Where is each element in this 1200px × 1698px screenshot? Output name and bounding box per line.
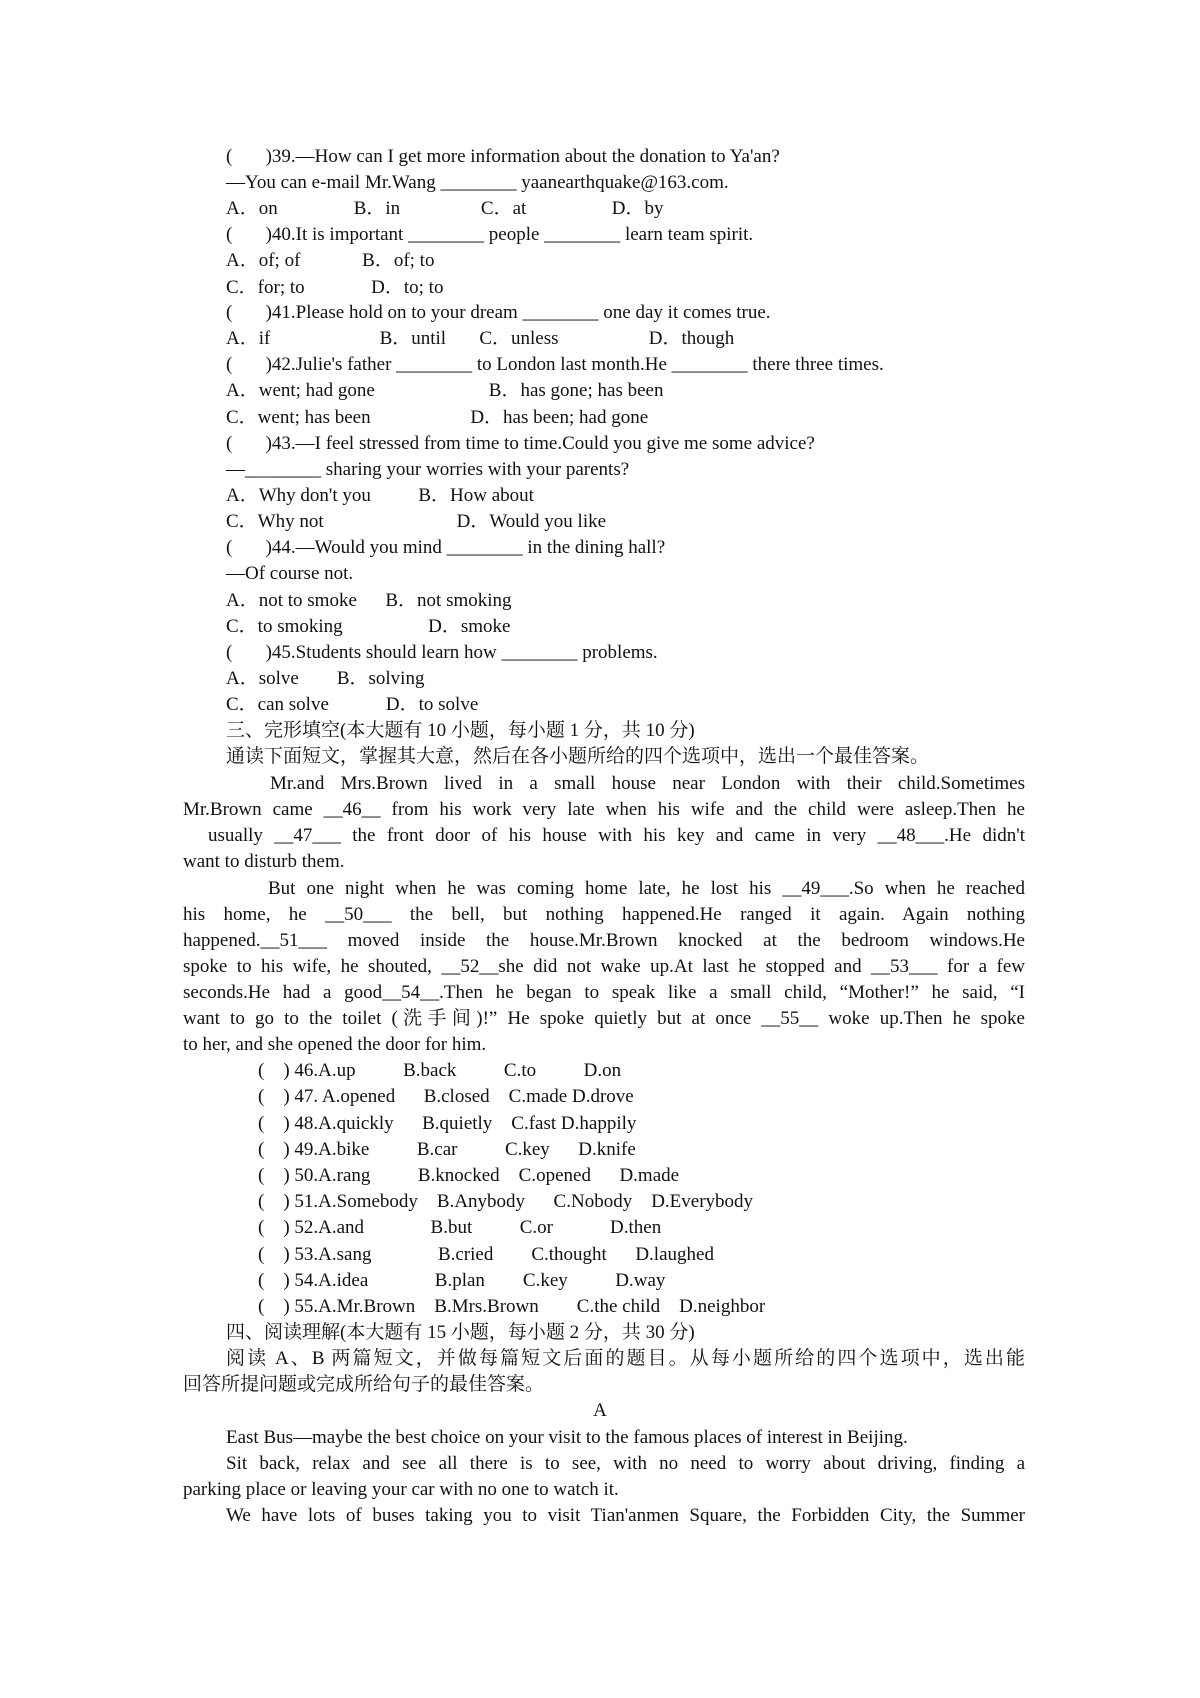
question-line: C．for; to D．to; to xyxy=(226,277,444,298)
question-line: A．Why don't you B．How about xyxy=(226,485,534,506)
passage-line: seconds.He had a good__54__.Then he began to speak like a small child, “Mother!” he said, “I xyxy=(183,982,1025,1003)
passage-line: Sit back, relax and see all there is to see, with no need to worry about driving, finding a xyxy=(226,1453,1025,1474)
question-line: —Of course not. xyxy=(226,563,354,584)
passage-line: want to disturb them. xyxy=(183,851,345,872)
option-line: ( ) 54.A.idea B.plan C.key D.way xyxy=(258,1270,666,1291)
option-line: ( ) 49.A.bike B.car C.key D.knife xyxy=(258,1139,636,1160)
option-line: ( ) 47. A.opened B.closed C.made D.drove xyxy=(258,1086,634,1107)
question-line: ( )39.—How can I get more information about the donation to Ya'an? xyxy=(226,146,780,167)
passage-line: We have lots of buses taking you to visit Tian'anmen Square, the Forbidden City, the Summer xyxy=(226,1505,1025,1526)
question-line: A．of; of B．of; to xyxy=(226,250,435,271)
question-line: C．Why not D．Would you like xyxy=(226,511,607,532)
passage-line: East Bus—maybe the best choice on your visit to the famous places of interest in Beijing. xyxy=(226,1427,908,1448)
passage-line: usually __47___ the front door of his house with his key and came in very __48___.He didn't xyxy=(208,825,1025,846)
question-line: C．went; has been D．has been; had gone xyxy=(226,407,649,428)
question-line: A．on B．in C．at D．by xyxy=(226,198,664,219)
question-line: —You can e-mail Mr.Wang ________ yaanearthquake@163.com. xyxy=(226,172,729,193)
passage-line: to her, and she opened the door for him. xyxy=(183,1034,487,1055)
option-line: ( ) 51.A.Somebody B.Anybody C.Nobody D.Everybody xyxy=(258,1191,754,1212)
question-line: ( )42.Julie's father ________ to London last month.He ________ there three times. xyxy=(226,354,884,375)
question-line: ( )40.It is important ________ people ________ learn team spirit. xyxy=(226,224,754,245)
option-line: ( ) 48.A.quickly B.quietly C.fast D.happily xyxy=(258,1113,637,1134)
passage-label: A xyxy=(593,1400,607,1421)
passage-line: spoke to his wife, he shouted, __52__she did not wake up.At last he stopped and __53___ for a few xyxy=(183,956,1025,977)
option-line: ( ) 50.A.rang B.knocked C.opened D.made xyxy=(258,1165,680,1186)
question-line: A．went; had gone B．has gone; has been xyxy=(226,380,664,401)
passage-line: parking place or leaving your car with no one to watch it. xyxy=(183,1479,619,1500)
question-line: A．if B．until C．unless D．though xyxy=(226,328,735,349)
passage-line: want to go to the toilet (洗手间)!” He spoke quietly but at once __55__ woke up.Then he spoke xyxy=(183,1008,1025,1029)
passage-line: Mr.Brown came __46__ from his work very late when his wife and the child were asleep.Then he xyxy=(183,799,1025,820)
option-line: ( ) 53.A.sang B.cried C.thought D.laughed xyxy=(258,1244,714,1265)
question-line: A．not to smoke B．not smoking xyxy=(226,590,512,611)
question-line: C．to smoking D．smoke xyxy=(226,616,511,637)
question-line: A．solve B．solving xyxy=(226,668,425,689)
section-line: 四、阅读理解(本大题有 15 小题，每小题 2 分，共 30 分) xyxy=(226,1322,695,1343)
section-line: 回答所提问题或完成所给句子的最佳答案。 xyxy=(183,1374,545,1395)
question-line: ( )45.Students should learn how ________ problems. xyxy=(226,642,658,663)
question-line: C．can solve D．to solve xyxy=(226,694,479,715)
question-line: 三、完形填空(本大题有 10 小题，每小题 1 分，共 10 分) xyxy=(226,720,695,741)
question-line: ( )41.Please hold on to your dream ________ one day it comes true. xyxy=(226,302,771,323)
option-line: ( ) 46.A.up B.back C.to D.on xyxy=(258,1060,622,1081)
question-line: 通读下面短文，掌握其大意，然后在各小题所给的四个选项中，选出一个最佳答案。 xyxy=(226,746,930,767)
passage-line: Mr.and Mrs.Brown lived in a small house near London with their child.Sometimes xyxy=(270,773,1025,794)
passage-line: his home, he __50___ the bell, but nothing happened.He ranged it again. Again nothing xyxy=(183,904,1025,925)
option-line: ( ) 52.A.and B.but C.or D.then xyxy=(258,1217,662,1238)
passage-line: happened.__51___ moved inside the house.Mr.Brown knocked at the bedroom windows.He xyxy=(183,930,1025,951)
question-line: ( )44.—Would you mind ________ in the dining hall? xyxy=(226,537,666,558)
question-line: —________ sharing your worries with your parents? xyxy=(226,459,630,480)
option-line: ( ) 55.A.Mr.Brown B.Mrs.Brown C.the child D.neighbor xyxy=(258,1296,766,1317)
section-line: 阅读 A、B 两篇短文，并做每篇短文后面的题目。从每小题所给的四个选项中，选出能 xyxy=(226,1348,1025,1369)
passage-line: But one night when he was coming home late, he lost his __49___.So when he reached xyxy=(268,878,1025,899)
question-line: ( )43.—I feel stressed from time to time.Could you give me some advice? xyxy=(226,433,815,454)
